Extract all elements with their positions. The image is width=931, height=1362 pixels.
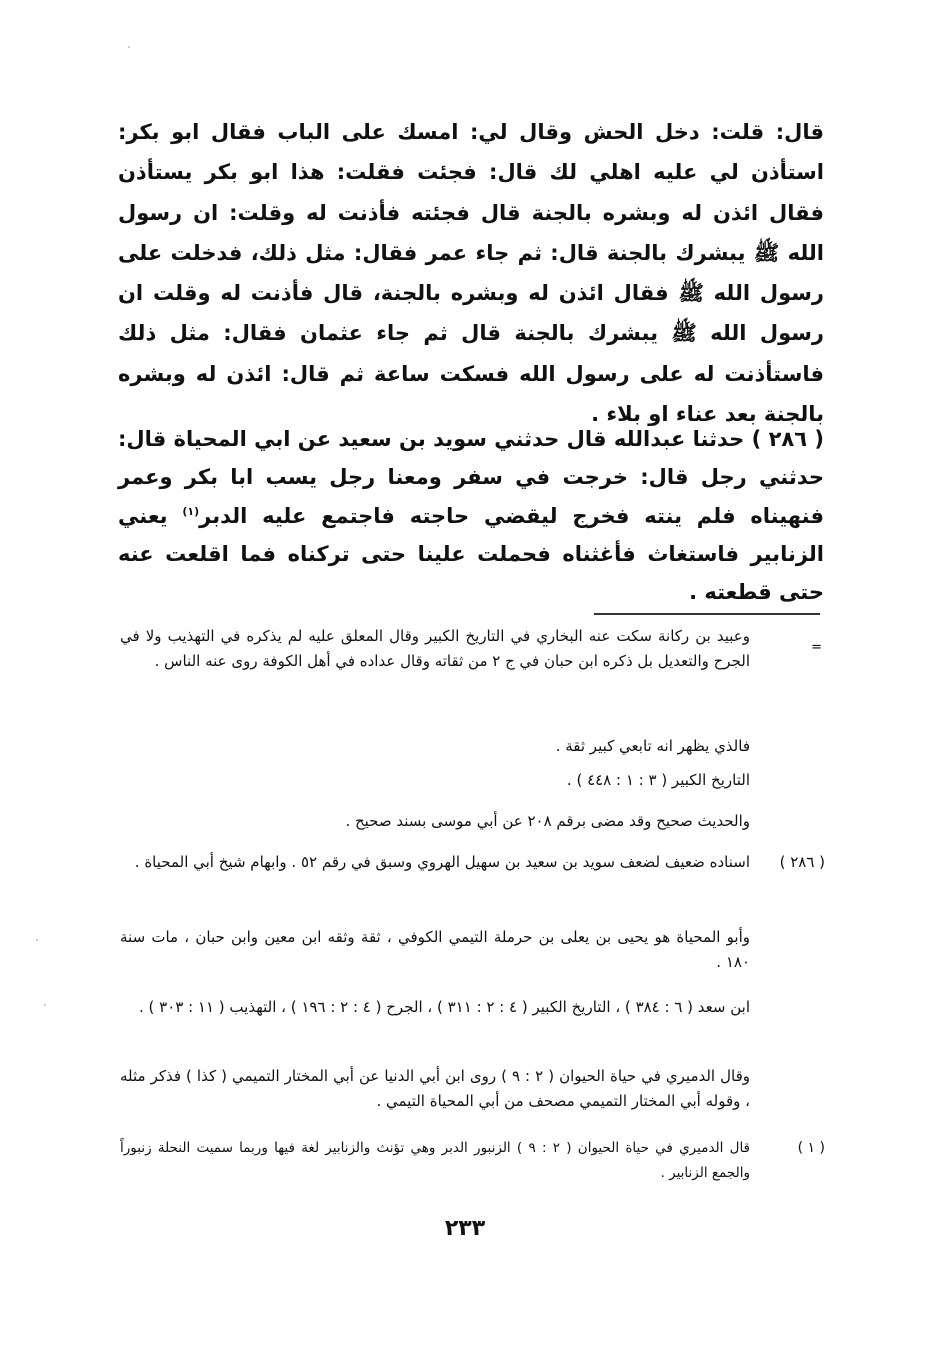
footnote-continued-2: فالذي يظهر انه تابعي كبير ثقة . <box>555 737 750 755</box>
footnote-separator <box>594 613 820 615</box>
footnote-1-label: ( ١ ) <box>797 1140 825 1156</box>
footnote-reference: (١) <box>182 504 200 518</box>
footnote-1-text: قال الدميري في حياة الحيوان ( ٢ : ٩ ) الزنبور الدبر وهي تؤنث والزنابير لغة فيها وربما سميت النحلة زنبوراً والجمع الزنابير . <box>120 1140 751 1181</box>
scan-speck <box>36 939 38 941</box>
page-number: ٢٣٣ <box>444 1216 486 1241</box>
footnote-286-text-1: اسناده ضعيف لضعف سويد بن سعيد بن سهيل الهروي وسبق في رقم ٥٢ . وابهام شيخ أبي المحياة . <box>134 853 750 871</box>
main-paragraph-1: قال: قلت: دخل الحش وقال لي: امسك على الباب فقال ابو بكر: استأذن لي عليه اهلي لك قال: فجئت فقلت: هذا ابو بكر يستأذن فقال ائذن له وبشره بالجنة قال فجئته فأذنت له وقلت: ان رسول الله ﷺ يبشرك بالجنة قال: ثم جاء عمر فقال: مثل ذلك، فدخلت على رسول الله ﷺ فقال ائذن له وبشره بالجنة، قال فأذنت له وقلت ان رسول الله ﷺ يبشرك بالجنة قال ثم جاء عثمان فقال: مثل ذلك فاستأذنت له على رسول الله فسكت ساعة ثم قال: ائذن له وبشره بالجنة بعد عناء او بلاء . <box>118 120 824 427</box>
footnote-continued-1: وعبيد بن ركانة سكت عنه البخاري في التاريخ الكبير وقال المعلق عليه لم يذكره في التهذيب ولا في الجرح والتعديل بل ذكره ابن حبان في ج ٢ من ثقاته وقال عداده في أهل الكوفة روى عنه الناس . <box>120 627 750 670</box>
footnote-continued-4: والحديث صحيح وقد مضى برقم ٢٠٨ عن أبي موسى بسند صحيح . <box>345 812 750 830</box>
footnote-continuation-mark: = <box>811 640 822 655</box>
footnote-286-text-2: وأبو المحياة هو يحيى بن يعلى بن حرملة التيمي الكوفي ، ثقة وثقه ابن معين وابن حبان ، مات سنة ١٨٠ . <box>120 928 750 971</box>
footnote-286-label: ( ٢٨٦ ) <box>779 853 825 871</box>
scan-speck <box>128 46 130 48</box>
scan-speck <box>44 1004 46 1006</box>
footnote-286-text-4: وقال الدميري في حياة الحيوان ( ٢ : ٩ ) روى ابن أبي الدنيا عن أبي المختار التميمي ( كذا ) فذكر مثله ، وقوله أبي المختار التميمي مصحف من أبي المحياة التيمي . <box>120 1067 750 1110</box>
footnote-continued-3: التاريخ الكبير ( ٣ : ١ : ٤٤٨ ) . <box>566 771 750 789</box>
hadith-text: ( ٢٨٦ ) حدثنا عبدالله قال حدثني سويد بن سعيد عن ابي المحياة قال: حدثني رجل قال: خرجت في سفر ومعنا رجل يسب ابا بكر وعمر فنهيناه فلم ينته فخرج ليقضي حاجته فاجتمع عليه الدبر <box>118 427 824 528</box>
hadith-text-continued: يعني الزنابير فاستغاث فأغثناه فحملت علينا حتى تركناه فما اقلعت عنه حتى قطعته . <box>118 503 824 605</box>
footnote-286-text-3: ابن سعد ( ٦ : ٣٨٤ ) ، التاريخ الكبير ( ٤ : ٢ : ٣١١ ) ، الجرح ( ٤ : ٢ : ١٩٦ ) ، التهذيب ( ١١ : ٣٠٣ ) . <box>138 998 750 1016</box>
main-paragraph-2 <box>118 420 824 611</box>
